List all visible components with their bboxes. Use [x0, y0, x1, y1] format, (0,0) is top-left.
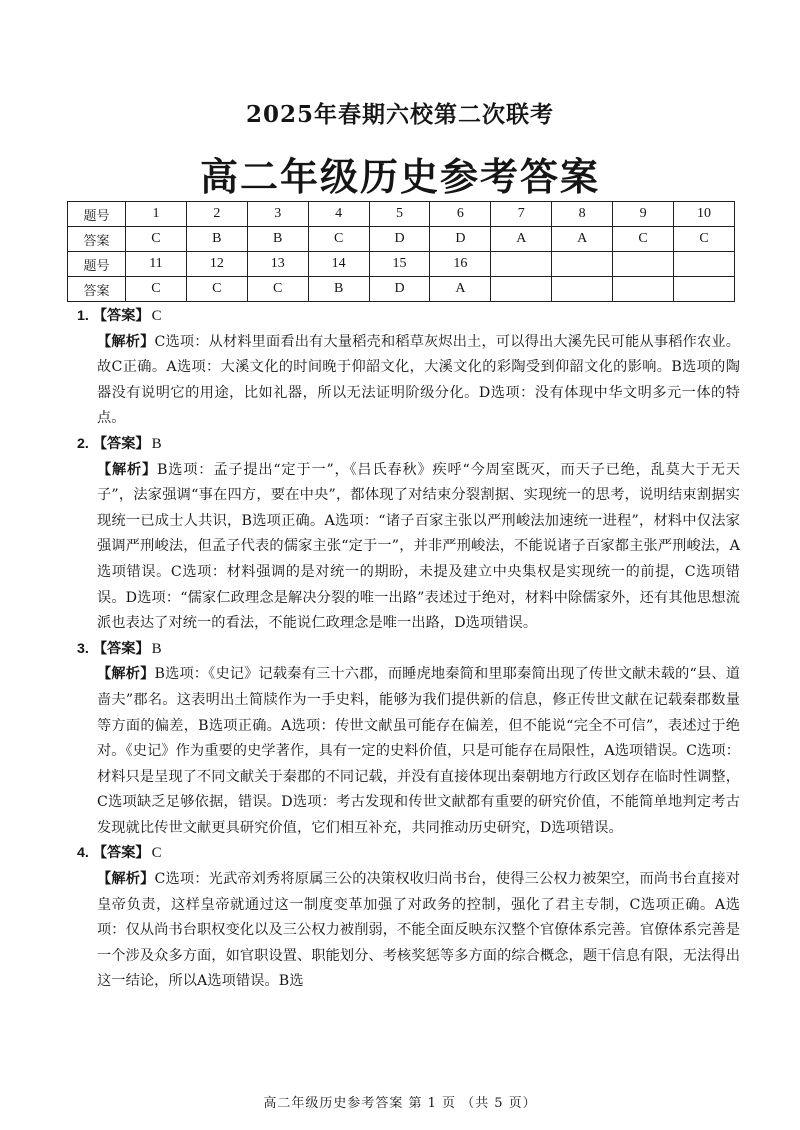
analysis-paragraph [77, 330, 740, 432]
table-row [68, 202, 735, 227]
table-cell: 16 [430, 252, 491, 277]
question-item [77, 841, 740, 995]
table-row [68, 277, 735, 302]
table-cell [613, 277, 674, 302]
table-cell [674, 277, 735, 302]
table-cell: 11 [126, 252, 187, 277]
question-number: 2. [77, 435, 89, 452]
question-number: 1. [77, 308, 89, 324]
row-label: 答案 [68, 277, 126, 302]
answer-tag: 【答案】 [92, 435, 150, 452]
question-item [77, 432, 740, 637]
table-cell: 2 [186, 202, 247, 227]
table-cell [491, 277, 552, 302]
table-cell [552, 277, 613, 302]
table-cell: B [186, 227, 247, 252]
analysis-text: C选项：光武帝刘秀将原属三公的决策权收归尚书台，使得三公权力被架空，而尚书台直接对皇帝负责，这样皇帝就通过这一制度变革加强了对政务的控制，强化了君主专制，C选项正确。A选项：仅从尚书台职权变化以及三公权力被削弱，不能全面反映东汉整个官僚体系完善。官僚体系完善是一个涉及众多方面，如官职设置、职能划分、考核奖惩等多方面的综合概念，题干信息有限，无法得出这一结论，所以A选项错误。B选 [97, 871, 740, 990]
row-label: 题号 [68, 252, 126, 277]
question-number: 3. [77, 640, 89, 657]
table-row [68, 227, 735, 252]
analysis-tag: 【解析】 [97, 871, 155, 888]
table-cell: A [491, 227, 552, 252]
table-cell: A [552, 227, 613, 252]
table-cell: 3 [247, 202, 308, 227]
row-label: 答案 [68, 227, 126, 252]
table-cell: 9 [613, 202, 674, 227]
table-cell: 10 [674, 202, 735, 227]
table-cell: 7 [491, 202, 552, 227]
table-cell: 1 [126, 202, 187, 227]
answer-value: B [151, 435, 162, 452]
answer-key-table [67, 201, 735, 302]
table-cell [674, 252, 735, 277]
analysis-tag: 【解析】 [97, 666, 155, 683]
table-cell: C [613, 227, 674, 252]
table-cell: A [430, 277, 491, 302]
table-cell [613, 252, 674, 277]
page-footer: 高二年级历史参考答案 第 1 页 （共 5 页） [263, 1096, 537, 1111]
table-cell: C [247, 277, 308, 302]
table-cell: B [247, 227, 308, 252]
answer-value: C [151, 308, 162, 324]
table-cell: C [126, 277, 187, 302]
analysis-paragraph [77, 662, 740, 841]
analysis-paragraph [77, 867, 740, 995]
table-cell: D [369, 227, 430, 252]
table-cell: D [369, 277, 430, 302]
table-cell: 5 [369, 202, 430, 227]
answer-tag: 【答案】 [92, 640, 150, 657]
analysis-content [77, 304, 740, 995]
table-cell: 15 [369, 252, 430, 277]
answer-value: B [151, 640, 162, 657]
analysis-tag: 【解析】 [97, 333, 155, 350]
table-cell: 4 [308, 202, 369, 227]
table-cell [491, 252, 552, 277]
table-cell: 13 [247, 252, 308, 277]
answer-line [77, 304, 740, 330]
analysis-tag: 【解析】 [97, 461, 158, 478]
analysis-text: B选项：《史记》记载秦有三十六郡，而睡虎地秦简和里耶秦简出现了传世文献未载的“县、道啬夫”郡名。这表明出土简牍作为一手史料，能够为我们提供新的信息，修正传世文献在记载秦郡数量等方面的偏差，B选项正确。A选项：传世文献虽可能存在偏差，但不能说“完全不可信”，表述过于绝对。《史记》作为重要的史学著作，具有一定的史料价值，只是可能存在局限性，A选项错误。C选项：材料只是呈现了不同文献关于秦郡的不同记载，并没有直接体现出秦朝地方行政区划存在临时性调整，C选项缺乏足够依据，错误。D选项：考古发现和传世文献都有重要的研究价值，不能简单地判定考古发现就比传世文献更具研究价值，它们相互补充，共同推动历史研究，D选项错误。 [97, 666, 740, 836]
answer-line [77, 432, 740, 458]
table-cell: 12 [186, 252, 247, 277]
table-cell: D [430, 227, 491, 252]
table-cell: 6 [430, 202, 491, 227]
answer-line [77, 637, 740, 663]
table-cell: C [126, 227, 187, 252]
table-cell: B [308, 277, 369, 302]
table-cell [552, 252, 613, 277]
table-cell: C [674, 227, 735, 252]
table-cell: C [186, 277, 247, 302]
analysis-text: C选项：从材料里面看出有大量稻壳和稻草灰烬出土，可以得出大溪先民可能从事稻作农业。故C正确。A选项：大溪文化的时间晚于仰韶文化，大溪文化的彩陶受到仰韶文化的影响。B选项的陶器没有说明它的用途，比如礼器，所以无法证明阶级分化。D选项：没有体现中华文明多元一体的特点。 [97, 333, 740, 427]
table-cell: C [308, 227, 369, 252]
analysis-text: B选项：孟子提出“定于一”，《吕氏春秋》疾呼“今周室既灭，而天子已绝，乱莫大于无天子”，法家强调“事在四方，要在中央”，都体现了对结束分裂割据、实现统一的思考，说明结束割据实现统一已成士人共识，B选项正确。A选项：“诸子百家主张以严刑峻法加速统一进程”，材料中仅法家强调严刑峻法，但孟子代表的儒家主张“定于一”，并非严刑峻法，不能说诸子百家都主张严刑峻法，A选项错误。C选项：材料强调的是对统一的期盼，未提及建立中央集权是实现统一的前提，C选项错误。D选项：“儒家仁政理念是解决分裂的唯一出路”表述过于绝对，材料中除儒家外，还有其他思想流派也表达了对统一的看法，不能说仁政理念是唯一出路，D选项错误。 [97, 461, 740, 632]
page-title: 高二年级历史参考答案 [199, 154, 600, 199]
row-label: 题号 [68, 202, 126, 227]
question-number: 4. [77, 845, 89, 862]
question-item [77, 637, 740, 842]
answer-value: C [151, 845, 162, 862]
analysis-paragraph [77, 458, 740, 637]
question-item [77, 304, 740, 432]
answer-tag: 【答案】 [92, 308, 150, 324]
table-row [68, 252, 735, 277]
answer-line [77, 841, 740, 867]
answer-tag: 【答案】 [92, 845, 150, 862]
exam-title: 2025年春期六校第二次联考 [245, 101, 554, 128]
table-cell: 14 [308, 252, 369, 277]
table-cell: 8 [552, 202, 613, 227]
